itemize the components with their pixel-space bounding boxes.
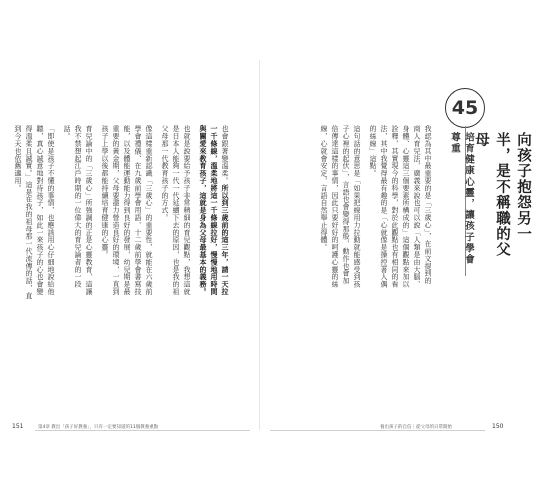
- paragraph: 像這樣重新認識「三歲心」的重要性，就能在六歲前學會禮儀、在九歲前學會用語、十二歲前學會書寫技能，以及體能運動能力得到良好的發展，幼兒期是最重要的黃金期，父母要盡力營造良好的環境，一直到孩子上學以後都能持續培育健康的心靈。: [101, 125, 153, 296]
- paragraph: 也就是說要給予孩子非常精細的育兒觀點，我想這就是日本人能夠一代一代延續下去的原因，也是我的祖父母那一代教育孩子的方式。: [161, 125, 191, 296]
- footer-rule: [35, 430, 250, 431]
- paragraph: 這句話的意思是「如果把線用力拉動就能感受到孩子心裡的起伏」，言語也會變得那般，動作也會加倍傳達這樣的事情，因此只要好好的呵護心靈的絲線，心就會安定，言語自然舉止得體。: [320, 125, 361, 288]
- chapter-subtitle: 培育健康心靈，讓孩子學會尊重: [449, 132, 474, 266]
- intro-text: 也會跟著變溫柔。: [221, 125, 229, 185]
- paragraph: 「即使是孩子不懂的事情，也應該用心仔細地說給他聽，真心誠意地對待孩子，如此一來孩子的心也會變得溫柔且誠實。」這是在我的祖母那一代流傳的話，直到今天也依舊適用。: [14, 125, 55, 300]
- running-footer: 養出孩子的自信｜從父母的日常開始: [380, 425, 452, 430]
- paragraph: 我認為其中最重要的是「三歲心」，在前文提到的商人育兒法，廣義來說也可以說「人類是由大腦、身體、心靈這三個要素所構成的」這個觀點來加以詮釋，其實現今的科學，對於此觀點也有相同的看法，其中我覺得最有趣的是「心就像是操控著人偶的絲線」這點。: [369, 125, 432, 288]
- footer-rule: [270, 430, 485, 431]
- page-number: 151: [12, 423, 24, 430]
- left-page: [0, 0, 260, 500]
- running-footer: 第4章 教出「孩子好教養」，只有一定要知道的11個教養重點: [38, 425, 159, 430]
- chapter-number: 45: [445, 88, 485, 128]
- emphasis-text: 所以到三歲前的這三年，請一天拉一千條線，溫柔地將這一千條線拉好，慢慢地用時間與關愛來教育孩子，這就是身為父母最基本的義務。: [199, 125, 229, 296]
- chapter-heading: [435, 88, 531, 273]
- right-page: [260, 0, 531, 500]
- paragraph: 育兒論中的「三歲心」所強調的正是心靈教育，這讓我不禁想起江戶時期的一位偉大的育兒論者的一段話。: [63, 125, 93, 296]
- page-number: 150: [492, 423, 504, 430]
- left-body-text: [12, 125, 230, 300]
- paragraph: [197, 125, 230, 300]
- right-body-text: [320, 125, 433, 290]
- chapter-title: 向孩子抱怨另一半，是不稱職的父母: [473, 132, 531, 258]
